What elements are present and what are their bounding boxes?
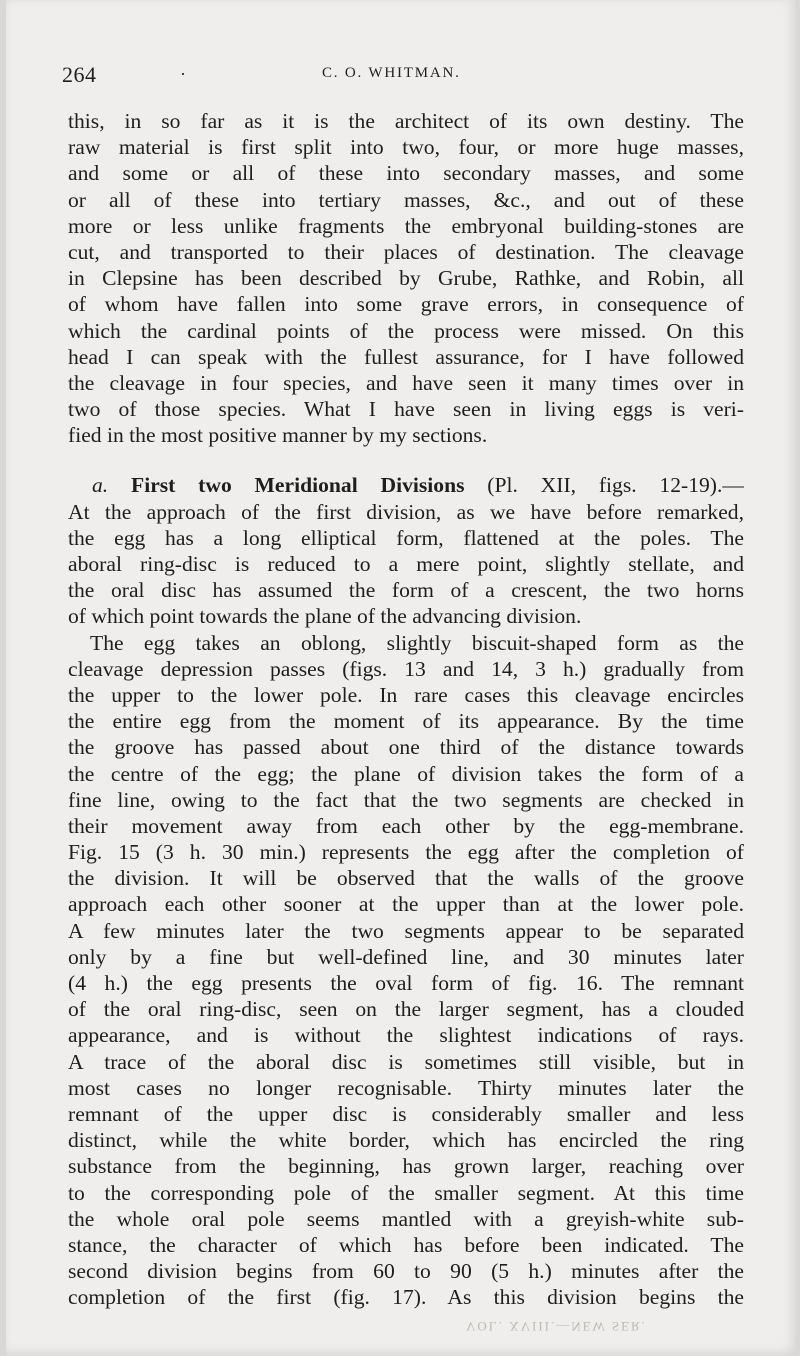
text-line: of which point towards the plane of the advancing division. — [68, 604, 582, 629]
text-line: second division begins from 60 to 90 (5 h.) minutes after the — [68, 1259, 744, 1284]
text-line: the centre of the egg; the plane of division takes the form of a — [68, 761, 744, 786]
paragraph-gap — [68, 448, 744, 472]
text-line: distinct, while the white border, which has encircled the ring — [68, 1128, 744, 1153]
section-letter: a. — [92, 473, 109, 498]
text-line: the entire egg from the moment of its appearance. By the time — [68, 709, 744, 734]
header-dot: · — [180, 64, 186, 84]
text-line: most cases no longer recognisable. Thirty minutes later the — [68, 1075, 744, 1100]
text-line: fine line, owing to the fact that the two segments are checked in — [68, 787, 744, 812]
text-line: the upper to the lower pole. In rare cases this cleavage encircles — [68, 682, 744, 707]
text-line: the groove has passed about one third of the distance towards — [68, 735, 744, 760]
paragraph-3 — [68, 630, 744, 1311]
bleed-through-footer: VOL. XVIII.—NEW SER. — [466, 1319, 647, 1334]
body-text — [68, 108, 744, 1310]
text-line: the egg has a long elliptical form, flattened at the poles. The — [68, 525, 744, 550]
text-line: A trace of the aboral disc is sometimes still visible, but in — [68, 1049, 744, 1074]
page-number: 264 — [62, 62, 97, 87]
section-heading-line — [68, 472, 744, 498]
text-line: or all of these into tertiary masses, &c., and out of these — [68, 187, 744, 212]
running-head: C. O. WHITMAN. — [322, 65, 461, 81]
text-line: two of those species. What I have seen in living eggs is veri- — [68, 397, 744, 422]
text-line: the oral disc has assumed the form of a crescent, the two horns — [68, 578, 744, 603]
text-line: At the approach of the first division, as we have before remarked, — [68, 499, 744, 524]
text-line: appearance, and is without the slightest indications of rays. — [68, 1023, 744, 1048]
text-line: fied in the most positive manner by my sections. — [68, 423, 488, 448]
text-line: of the oral ring-disc, seen on the larger segment, has a clouded — [68, 997, 744, 1022]
book-page — [6, 0, 796, 1356]
text-line: the whole oral pole seems mantled with a greyish-white sub- — [68, 1206, 744, 1231]
text-line: the cleavage in four species, and have seen it many times over in — [68, 370, 744, 395]
text-line: aboral ring-disc is reduced to a mere point, slightly stellate, and — [68, 552, 744, 576]
text-line: this, in so far as it is the architect of its own destiny. The — [68, 109, 744, 133]
page-header — [62, 62, 742, 92]
section-heading-rest: (Pl. XII, figs. 12-19).— — [487, 473, 744, 498]
text-line: (4 h.) the egg presents the oval form of fig. 16. The remnant — [68, 971, 744, 995]
text-line: cut, and transported to their places of destination. The cleavage — [68, 239, 744, 264]
text-line: more or less unlike fragments the embryonal building-stones are — [68, 213, 744, 238]
paragraph-2 — [68, 472, 744, 629]
paragraph-1 — [68, 108, 744, 448]
text-line: completion of the first (fig. 17). As this division begins the — [68, 1285, 744, 1310]
text-line: remnant of the upper disc is considerably smaller and less — [68, 1101, 744, 1126]
text-line: head I can speak with the fullest assurance, for I have followed — [68, 344, 744, 369]
text-line: only by a fine but well-defined line, and 30 minutes later — [68, 944, 744, 969]
text-line: Fig. 15 (3 h. 30 min.) represents the egg after the completion of — [68, 840, 744, 865]
text-line: which the cardinal points of the process were missed. On this — [68, 318, 744, 343]
text-line: approach each other sooner at the upper than at the lower pole. — [68, 892, 744, 917]
text-line: of whom have fallen into some grave errors, in consequence of — [68, 292, 744, 317]
text-line: The egg takes an oblong, slightly biscuit-shaped form as the — [90, 630, 744, 655]
text-line: stance, the character of which has before been indicated. The — [68, 1232, 744, 1257]
text-line: and some or all of these into secondary masses, and some — [68, 161, 744, 186]
text-line: the division. It will be observed that the walls of the groove — [68, 866, 744, 891]
text-line: A few minutes later the two segments appear to be separated — [68, 918, 744, 943]
section-heading: First two Meridional Divisions — [131, 473, 465, 498]
text-line: substance from the beginning, has grown larger, reaching over — [68, 1154, 744, 1179]
text-line: cleavage depression passes (figs. 13 and 14, 3 h.) gradually from — [68, 656, 744, 681]
text-line: raw material is first split into two, four, or more huge masses, — [68, 135, 744, 160]
text-line: to the corresponding pole of the smaller segment. At this time — [68, 1180, 744, 1205]
text-line: in Clepsine has been described by Grube, Rathke, and Robin, all — [68, 266, 744, 291]
text-line: their movement away from each other by the egg-membrane. — [68, 813, 744, 838]
